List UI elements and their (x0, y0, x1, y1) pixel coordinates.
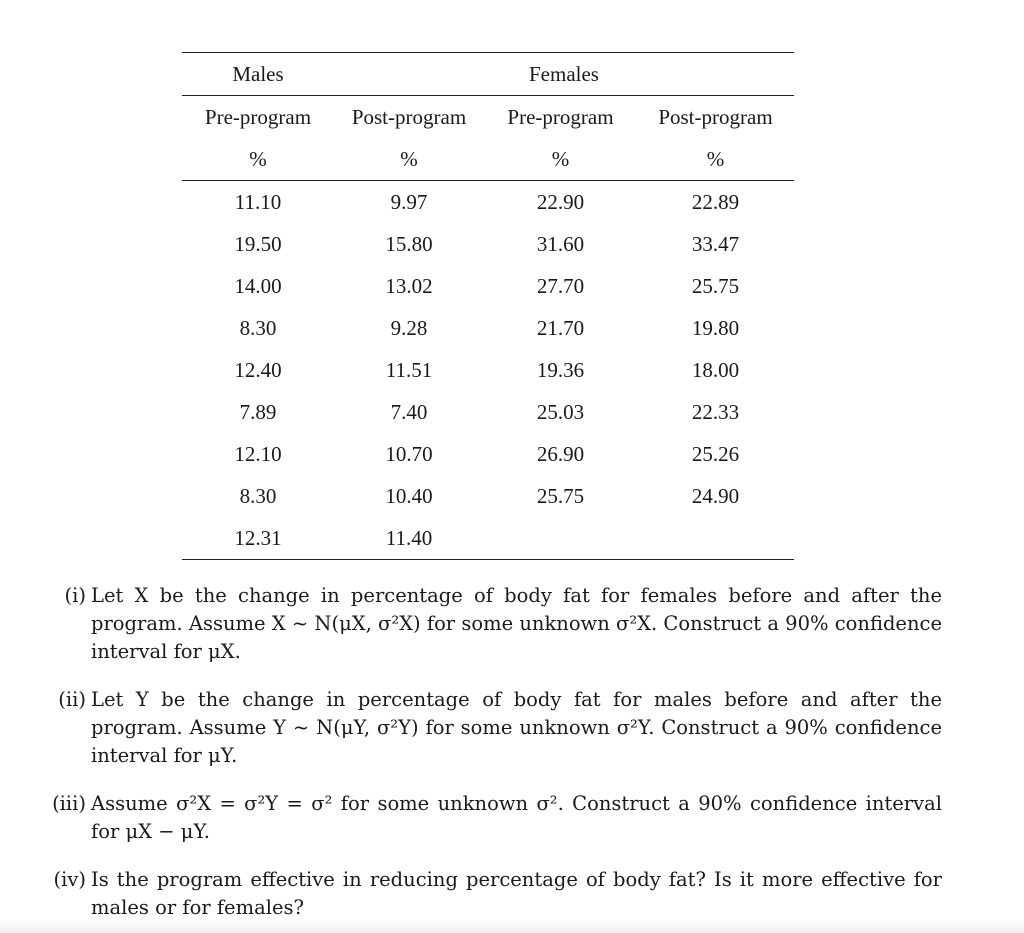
table-cell: 18.00 (691, 357, 740, 382)
table-cell: 12.10 (234, 441, 282, 466)
table-cell: 27.70 (536, 273, 585, 298)
group-header-row (182, 53, 794, 95)
table-row (182, 265, 794, 307)
unit-row (182, 138, 794, 180)
table-cell: 22.33 (691, 399, 740, 424)
table-row (182, 517, 794, 559)
column-header: Post-program (658, 104, 773, 129)
table-cell: 7.40 (390, 399, 428, 424)
body-fat-table (182, 52, 794, 560)
page-bottom-shade (0, 919, 1024, 933)
table-cell: 8.30 (239, 483, 277, 508)
table-row (182, 433, 794, 475)
table-cell: 15.80 (385, 231, 433, 256)
column-unit: % (400, 146, 418, 171)
table-cell: 12.40 (234, 357, 282, 382)
table-row (182, 181, 794, 223)
column-unit: % (551, 146, 570, 171)
table-cell: 25.75 (536, 483, 585, 508)
table-row (182, 307, 794, 349)
table-cell: 10.40 (385, 483, 433, 508)
table-cell: 11.10 (234, 189, 282, 214)
question-item (40, 582, 942, 666)
question-number: (ii) (58, 688, 86, 711)
table-cell: 25.26 (691, 441, 740, 466)
table-cell: 11.51 (385, 357, 433, 382)
table-cell: 13.02 (385, 273, 433, 298)
table-cell: 26.90 (536, 441, 585, 466)
column-header: Post-program (351, 104, 467, 129)
table-row (182, 223, 794, 265)
table-cell: 10.70 (385, 441, 433, 466)
table-row (182, 475, 794, 517)
table-row (182, 391, 794, 433)
table-cell: 19.80 (691, 315, 740, 340)
table-cell: 22.90 (536, 189, 585, 214)
table-cell: 9.28 (390, 315, 428, 340)
table-cell: 24.90 (691, 483, 740, 508)
table-cell: 31.60 (536, 231, 585, 256)
column-header: Pre-program (204, 104, 312, 129)
males-group-header: Males (232, 61, 284, 86)
question-number: (iii) (52, 792, 86, 815)
question-text: Let Y be the change in percentage of body fat for males before and after the program. Assume Y ~ N(μY, σ²Y) for some unknown σ²Y. Construct a 90% confidence interval for μY. (91, 688, 942, 767)
table-cell: 22.89 (691, 189, 740, 214)
table-cell: 19.50 (234, 231, 282, 256)
column-unit: % (249, 146, 267, 171)
question-number: (iv) (53, 868, 86, 891)
table-cell: 7.89 (239, 399, 277, 424)
table-cell: 8.30 (239, 315, 277, 340)
question-number: (i) (64, 584, 86, 607)
table-cell: 33.47 (691, 231, 740, 256)
column-header: Pre-program (507, 104, 614, 129)
question-text: Is the program effective in reducing percentage of body fat? Is it more effective for males or for females? (91, 868, 942, 919)
table-cell: 11.40 (385, 525, 433, 550)
table-bottom-rule (182, 559, 794, 560)
table-row (182, 349, 794, 391)
question-item (40, 790, 942, 846)
table-cell: 21.70 (536, 315, 585, 340)
question-text: Let X be the change in percentage of body fat for females before and after the program. Assume X ~ N(μX, σ²X) for some unknown σ²X. Construct a 90% confidence interval for μX. (91, 584, 942, 663)
column-header-row (182, 96, 794, 138)
table-cell: 19.36 (536, 357, 585, 382)
table-cell: 25.75 (691, 273, 740, 298)
question-list (40, 582, 942, 922)
table-cell: 12.31 (234, 525, 282, 550)
table-cell: 9.97 (390, 189, 428, 214)
question-text: Assume σ²X = σ²Y = σ² for some unknown σ². Construct a 90% confidence interval for μX − μY. (91, 792, 942, 843)
females-group-header: Females (529, 61, 599, 86)
column-unit: % (706, 146, 725, 171)
question-item (40, 866, 942, 922)
table-cell: 14.00 (234, 273, 282, 298)
table-cell: 25.03 (536, 399, 585, 424)
question-item (40, 686, 942, 770)
